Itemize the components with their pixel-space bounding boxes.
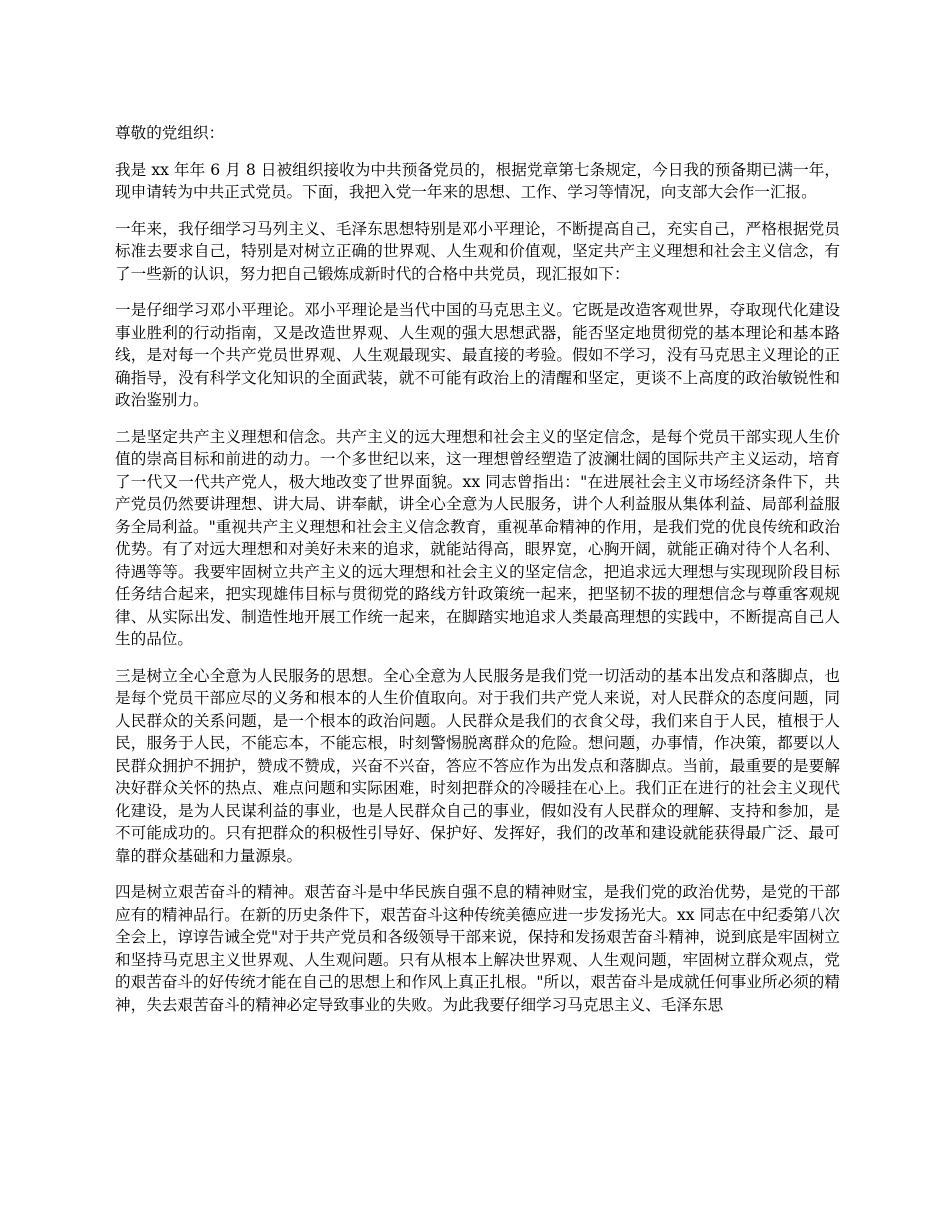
paragraph-point-three: 三是树立全心全意为人民服务的思想。全心全意为人民服务是我们党一切活动的基本出发点和落脚点，也是每个党员干部应尽的义务和根本的人生价值取向。对于我们共产党人来说，对人民群众的态度问题，同人民群众的关系问题，是一个根本的政治问题。人民群众是我们的衣食父母，我们来自于人民，植根于人民，服务于人民，不能忘本，不能忘根，时刻警惕脱离群众的危险。想问题，办事情，作决策，都要以人民群众拥护不拥护，赞成不赞成，兴奋不兴奋，答应不答应作为出发点和落脚点。当前，最重要的是要解决好群众关怀的热点、难点问题和实际困难，时刻把群众的冷暖挂在心上。我们正在进行的社会主义现代化建设，是为人民谋利益的事业，也是人民群众自己的事业，假如没有人民群众的理解、支持和参加，是不可能成功的。只有把群众的积极性引导好、保护好、发挥好，我们的改革和建设就能获得最广泛、最可靠的群众基础和力量源泉。 [115, 666, 840, 865]
paragraph-intro: 我是 xx 年年 6 月 8 日被组织接收为中共预备党员的，根据党章第七条规定，今日我的预备期已满一年，现申请转为中共正式党员。下面，我把入党一年来的思想、工作、学习等情况，向支部大会作一汇报。 [115, 160, 840, 201]
paragraph-point-one: 一是仔细学习邓小平理论。邓小平理论是当代中国的马克思主义。它既是改造客观世界，夺取现代化建设事业胜利的行动指南，又是改造世界观、人生观的强大思想武器，能否坚定地贯彻党的基本理论和基本路线，是对每一个共产党员世界观、人生观最现实、最直接的考验。假如不学习，没有马克思主义理论的正确指导，没有科学文化知识的全面武装，就不可能有政治上的清醒和坚定，更谈不上高度的政治敏锐性和政治鉴别力。 [115, 301, 840, 409]
salutation: 尊敬的党组织： [115, 124, 225, 142]
paragraph-point-two: 二是坚定共产主义理想和信念。共产主义的远大理想和社会主义的坚定信念，是每个党员干部实现人生价值的崇高目标和前进的动力。一个多世纪以来，这一理想曾经塑造了波澜壮阔的国际共产主义运动，培育了一代又一代共产党人，极大地改变了世界面貌。xx 同志曾指出："在进展社会主义市场经济条件下，共产党员仍然要讲理想、讲大局、讲奉献，讲全心全意为人民服务，讲个人利益服从集体利益、局部利益服务全局利益。"重视共产主义理想和社会主义信念教育，重视革命精神的作用，是我们党的优良传统和政治优势。有了对远大理想和对美好未来的追求，就能站得高，眼界宽，心胸开阔，就能正确对待个人名利、待遇等等。我要牢固树立共产主义的远大理想和社会主义的坚定信念，把追求远大理想与实现现阶段目标任务结合起来，把实现雄伟目标与贯彻党的路线方针政策统一起来，把坚韧不拔的理想信念与尊重客观规律、从实际出发、制造性地开展工作统一起来，在脚踏实地追求人类最高理想的实践中，不断提高自己人生的品位。 [115, 427, 840, 648]
document-page [115, 122, 840, 1030]
paragraph-point-four: 四是树立艰苦奋斗的精神。艰苦奋斗是中华民族自强不息的精神财宝，是我们党的政治优势，是党的干部应有的精神品行。在新的历史条件下，艰苦奋斗这种传统美德应进一步发扬光大。xx 同志在中纪委第八次全会上，谆谆告诫全党"对于共产党员和各级领导干部来说，保持和发扬艰苦奋斗精神，说到底是牢固树立和坚持马克思主义世界观、人生观问题。只有从根本上解决世界观、人生观问题，牢固树立群众观点，党的艰苦奋斗的好传统才能在自己的思想上和作风上真正扎根。"所以，艰苦奋斗是成就任何事业所必须的精神，失去艰苦奋斗的精神必定导致事业的失败。为此我要仔细学习马克思主义、毛泽东思 [115, 883, 840, 1014]
paragraph-overview: 一年来，我仔细学习马列主义、毛泽东思想特别是邓小平理论，不断提高自己，充实自己，严格根据党员标准去要求自己，特别是对树立正确的世界观、人生观和价值观，坚定共产主义理想和社会主义信念，有了一些新的认识，努力把自己锻炼成新时代的合格中共党员，现汇报如下： [115, 219, 840, 283]
